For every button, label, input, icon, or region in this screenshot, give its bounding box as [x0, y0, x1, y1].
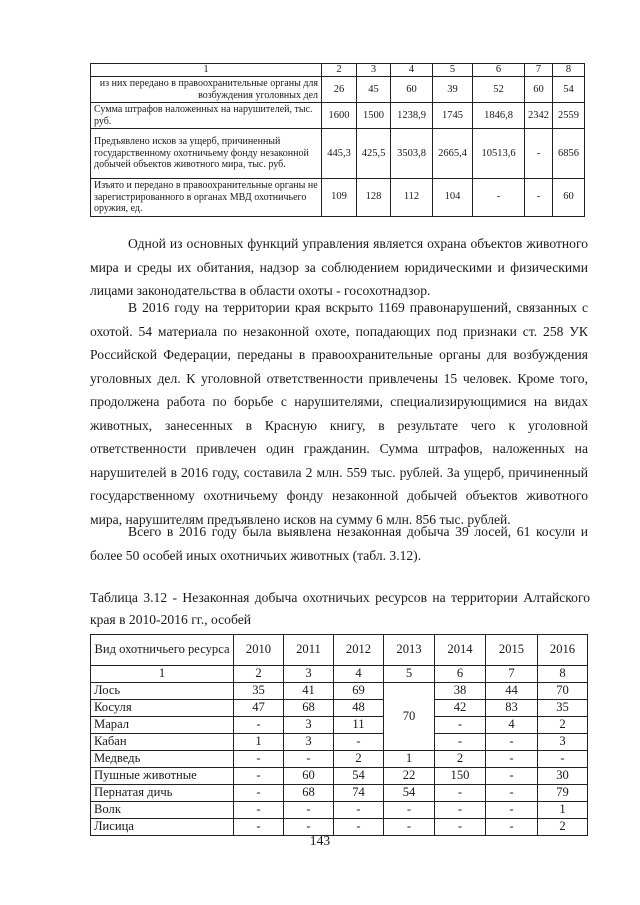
- cell: 70: [538, 683, 588, 700]
- cell: -: [334, 819, 384, 836]
- cell: 1: [384, 751, 435, 768]
- cell: -: [486, 819, 538, 836]
- row-label: из них передано в правоохранительные органы для возбуждения уголовных дел: [91, 77, 322, 103]
- header-cell: 2015: [486, 635, 538, 666]
- column-number: 1: [91, 666, 234, 683]
- cell: 2: [538, 717, 588, 734]
- row-label: Изъято и передано в правоохранительные органы не зарегистрированного в органах МВД охотничьего оружия, ед.: [91, 179, 322, 217]
- row-label: Сумма штрафов наложенных на нарушителей, тыс. руб.: [91, 103, 322, 129]
- cell: 3: [284, 734, 334, 751]
- cell: -: [486, 751, 538, 768]
- cell: -: [435, 802, 486, 819]
- header-cell: 8: [553, 64, 585, 77]
- table-row: [91, 129, 585, 179]
- cell: 1745: [433, 103, 473, 129]
- column-numbers-row: [91, 666, 588, 683]
- cell: 1: [538, 802, 588, 819]
- species-name: Пернатая дичь: [91, 785, 234, 802]
- cell: 54: [384, 785, 435, 802]
- paragraph-3: Всего в 2016 году была выявлена незаконная добыча 39 лосей, 61 косули и более 50 особей иных охотничьих животных (табл. 3.12).: [90, 524, 588, 563]
- header-cell: 2011: [284, 635, 334, 666]
- cell: 35: [538, 700, 588, 717]
- paragraph-1: Одной из основных функций управления является охрана объектов животного мира и среды их обитания, надзор за соблюдением юридическими и физическими лицами законодательства в области охоты - госохотнадзор.: [90, 236, 588, 298]
- header-cell: 6: [473, 64, 525, 77]
- header-cell: 5: [433, 64, 473, 77]
- cell: 22: [384, 768, 435, 785]
- paragraph-2: В 2016 году на территории края вскрыто 1169 правонарушений, связанных с охотой. 54 материала по незаконной охоте, попадающих под признаки ст. 258 УК Российской Федерации, переданы в правоохранительные органы для возбуждения уголовных дел. К уголовной ответственности привлечены 15 человек. Кроме того, продолжена работа по борьбе с нарушителями, специализирующимися на видах животных, занесенных в Красную книгу, в результате чего к уголовной ответственности привлечен один гражданин. Сумма штрафов, наложенных на нарушителей в 2016 году, составила 2 млн. 559 тыс. рублей. За ущерб, причиненный государственному охотничьему фонду незаконной добычей объектов животного мира, нарушителям предъявлено исков на сумму 6 млн. 856 тыс. рублей.: [90, 300, 588, 527]
- cell: -: [486, 768, 538, 785]
- cell: 52: [473, 77, 525, 103]
- cell: -: [334, 802, 384, 819]
- species-name: Косуля: [91, 700, 234, 717]
- cell: -: [234, 785, 284, 802]
- cell: 30: [538, 768, 588, 785]
- species-name: Лисица: [91, 819, 234, 836]
- header-cell: 2012: [334, 635, 384, 666]
- cell: -: [234, 717, 284, 734]
- table-header-row: [91, 635, 588, 666]
- cell: 60: [284, 768, 334, 785]
- cell: 109: [322, 179, 357, 217]
- table-row: [91, 717, 588, 734]
- species-name: Марал: [91, 717, 234, 734]
- header-cell: 2013: [384, 635, 435, 666]
- cell: -: [435, 734, 486, 751]
- table-row: [91, 77, 585, 103]
- cell: 83: [486, 700, 538, 717]
- species-name: Кабан: [91, 734, 234, 751]
- cell: 2665,4: [433, 129, 473, 179]
- cell: -: [234, 768, 284, 785]
- cell: 150: [435, 768, 486, 785]
- cell: -: [486, 785, 538, 802]
- cell: -: [525, 179, 553, 217]
- cell: 2: [538, 819, 588, 836]
- cell: -: [234, 751, 284, 768]
- cell: 79: [538, 785, 588, 802]
- cell: 39: [433, 77, 473, 103]
- cell: 47: [234, 700, 284, 717]
- merged-cell-2013: 70: [384, 683, 435, 751]
- cell: 74: [334, 785, 384, 802]
- cell: -: [473, 179, 525, 217]
- cell: 1600: [322, 103, 357, 129]
- table-row: [91, 768, 588, 785]
- cell: 128: [357, 179, 391, 217]
- header-cell: 4: [391, 64, 433, 77]
- cell: -: [435, 819, 486, 836]
- table-caption: Таблица 3.12 - Незаконная добыча охотничьих ресурсов на территории Алтайского края в 2010-2016 гг., особей: [90, 590, 590, 627]
- cell: 44: [486, 683, 538, 700]
- header-cell: 7: [525, 64, 553, 77]
- cell: 69: [334, 683, 384, 700]
- table-row: [91, 734, 588, 751]
- cell: -: [435, 785, 486, 802]
- table-row: [91, 785, 588, 802]
- header-cell: 3: [357, 64, 391, 77]
- cell: 68: [284, 700, 334, 717]
- cell: 60: [525, 77, 553, 103]
- column-number: 2: [234, 666, 284, 683]
- table-row: [91, 700, 588, 717]
- header-cell: Вид охотничьего ресурса: [91, 635, 234, 666]
- cell: 45: [357, 77, 391, 103]
- table-row: [91, 103, 585, 129]
- cell: -: [486, 734, 538, 751]
- page-number: 143: [309, 833, 331, 848]
- table-row: [91, 683, 588, 700]
- column-number: 5: [384, 666, 435, 683]
- header-cell: 2014: [435, 635, 486, 666]
- row-label: Предъявлено исков за ущерб, причиненный государственному охотничьему фонду незаконной добычей объектов животного мира, тыс. руб.: [91, 129, 322, 179]
- cell: 54: [553, 77, 585, 103]
- cell: 10513,6: [473, 129, 525, 179]
- cell: -: [384, 819, 435, 836]
- cell: 26: [322, 77, 357, 103]
- species-name: Медведь: [91, 751, 234, 768]
- cell: 2: [435, 751, 486, 768]
- table-row: [91, 179, 585, 217]
- cell: 1846,8: [473, 103, 525, 129]
- cell: 68: [284, 785, 334, 802]
- cell: 60: [391, 77, 433, 103]
- cell: 1: [234, 734, 284, 751]
- cell: 445,3: [322, 129, 357, 179]
- cell: -: [234, 802, 284, 819]
- cell: 4: [486, 717, 538, 734]
- cell: 38: [435, 683, 486, 700]
- cell: 1500: [357, 103, 391, 129]
- cell: 41: [284, 683, 334, 700]
- species-name: Волк: [91, 802, 234, 819]
- illegal-harvest-table: [90, 634, 588, 836]
- cell: 35: [234, 683, 284, 700]
- cell: 42: [435, 700, 486, 717]
- cell: -: [334, 734, 384, 751]
- header-cell: 2016: [538, 635, 588, 666]
- header-cell: 2: [322, 64, 357, 77]
- cell: -: [486, 802, 538, 819]
- cell: 104: [433, 179, 473, 217]
- table-header-row: [91, 64, 585, 77]
- violations-table: [90, 63, 585, 217]
- cell: 54: [334, 768, 384, 785]
- cell: 3503,8: [391, 129, 433, 179]
- column-number: 6: [435, 666, 486, 683]
- cell: -: [284, 751, 334, 768]
- species-name: Пушные животные: [91, 768, 234, 785]
- column-number: 7: [486, 666, 538, 683]
- table-row: [91, 802, 588, 819]
- cell: 48: [334, 700, 384, 717]
- cell: 6856: [553, 129, 585, 179]
- column-number: 3: [284, 666, 334, 683]
- cell: 425,5: [357, 129, 391, 179]
- cell: 2559: [553, 103, 585, 129]
- cell: 2342: [525, 103, 553, 129]
- cell: 60: [553, 179, 585, 217]
- cell: -: [234, 819, 284, 836]
- cell: 112: [391, 179, 433, 217]
- column-number: 4: [334, 666, 384, 683]
- cell: -: [435, 717, 486, 734]
- cell: 11: [334, 717, 384, 734]
- column-number: 8: [538, 666, 588, 683]
- cell: -: [525, 129, 553, 179]
- header-cell: 1: [91, 64, 322, 77]
- cell: 2: [334, 751, 384, 768]
- table-row: [91, 751, 588, 768]
- cell: -: [284, 802, 334, 819]
- species-name: Лось: [91, 683, 234, 700]
- cell: 3: [538, 734, 588, 751]
- cell: 1238,9: [391, 103, 433, 129]
- cell: -: [538, 751, 588, 768]
- cell: -: [384, 802, 435, 819]
- cell: 3: [284, 717, 334, 734]
- header-cell: 2010: [234, 635, 284, 666]
- cell: -: [284, 819, 334, 836]
